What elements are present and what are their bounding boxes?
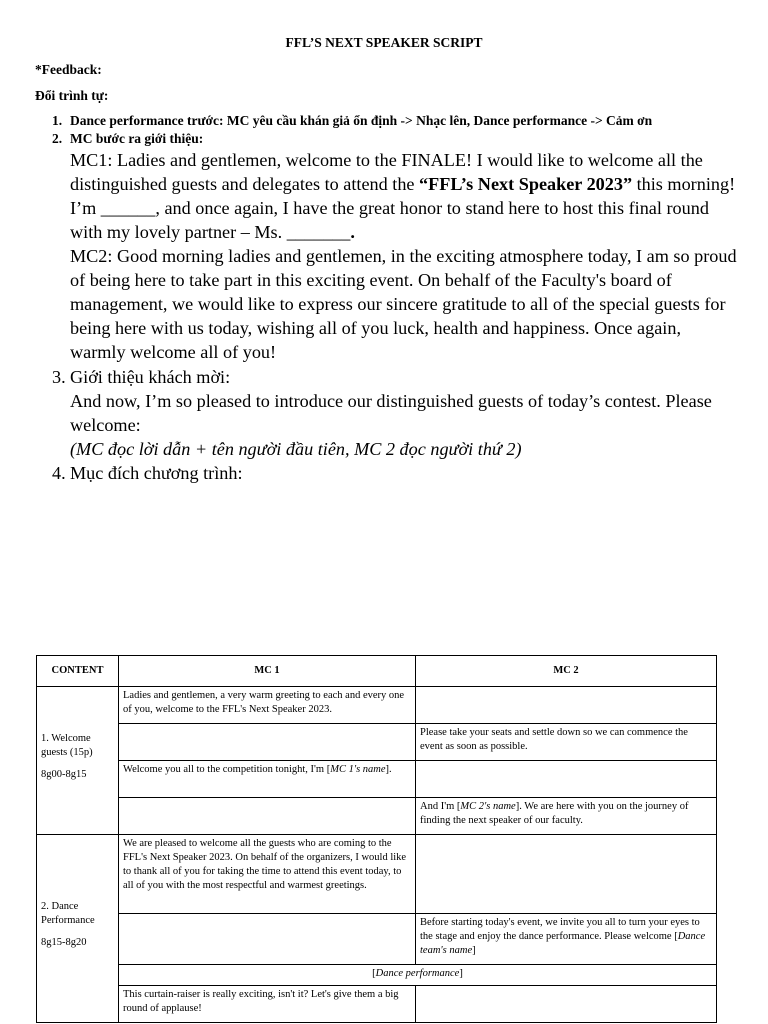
dance-team-placeholder: Dance team's name — [420, 931, 706, 956]
section-3 — [52, 365, 230, 389]
dance-r4-mc1: This curtain-raiser is really exciting, isn't it? Let's give them a big round of applause! — [119, 986, 416, 1023]
section-4-title: Mục đích chương trình: — [70, 463, 243, 483]
welcome-r2-mc1 — [119, 724, 416, 761]
table-row — [37, 986, 717, 1023]
table-row — [37, 687, 717, 724]
order-change-heading: Đổi trình tự: — [35, 88, 109, 103]
dance-r2-mc2 — [416, 914, 717, 965]
welcome-r4-mc1 — [119, 798, 416, 835]
dance-r3-pre: [ — [372, 968, 376, 979]
page-title: FFL’S NEXT SPEAKER SCRIPT — [285, 35, 483, 50]
welcome-r3-mc1 — [119, 761, 416, 798]
welcome-r1-mc1: Ladies and gentlemen, a very warm greeting to each and every one of you, welcome to the FFL's Next Speaker 2023. — [119, 687, 416, 724]
dance-performance-row — [119, 965, 717, 986]
section-4-number: 4. — [52, 463, 66, 483]
dance-r4-mc2 — [416, 986, 717, 1023]
mc2-intro-paragraph: MC2: Good morning ladies and gentlemen, in the exciting atmosphere today, I am so proud of being here to take part in this exciting event. On behalf of the Faculty's board of management, we would like to express our sincere gratitude to all of the special guests for being here with us today, wishing all of you luck, health and happiness. Once again, warmly welcome all of you! — [70, 246, 737, 362]
table-header-row — [37, 656, 717, 687]
welcome-time: 8g00-8g15 — [41, 768, 87, 780]
section-3-number: 3. — [52, 367, 66, 387]
welcome-r2-mc2: Please take your seats and settle down so we can commence the event as soon as possible. — [416, 724, 717, 761]
dance-r3-post: ] — [459, 968, 463, 979]
dance-r2-post: ] — [472, 945, 476, 956]
table-row — [37, 761, 717, 798]
table-row — [37, 798, 717, 835]
header-mc1: MC 1 — [119, 656, 416, 687]
table-row — [37, 835, 717, 914]
section-2 — [52, 131, 203, 147]
mc1-text-part1: MC1: Ladies and gentlemen, welcome to the FINALE! I would like to welcome all the distinguished guests and delegates to attend the — [70, 150, 703, 194]
feedback-heading: *Feedback: — [35, 62, 102, 77]
welcome-r3-post: ]. — [385, 764, 392, 775]
section-2-text: MC bước ra giới thiệu: — [70, 131, 204, 146]
schedule-table — [36, 655, 717, 1023]
section-3-title: Giới thiệu khách mời: — [70, 367, 231, 387]
table-row — [37, 724, 717, 761]
welcome-r4-mc2 — [416, 798, 717, 835]
dance-r2-mc1 — [119, 914, 416, 965]
welcome-content-cell — [37, 687, 119, 835]
welcome-r3-pre: Welcome you all to the competition tonight, I'm [ — [123, 764, 331, 775]
table-row — [37, 914, 717, 965]
dance-content-cell — [37, 835, 119, 1023]
section-1-text: Dance performance trước: MC yêu cầu khán giả ổn định -> Nhạc lên, Dance performance -> Cảm ơn — [70, 113, 653, 128]
section-1 — [52, 113, 652, 129]
mc1-text-end: . — [350, 222, 355, 242]
welcome-label: 1. Welcome guests (15p) — [41, 732, 93, 758]
mc1-text-part2: this morning! I’m ______, and once again, I have the great honor to stand here to host this final round with my lovely partner – Ms. _______ — [70, 174, 736, 242]
mc2-name-placeholder: MC 2's name — [460, 801, 516, 812]
section-3-body — [70, 389, 738, 461]
dance-time: 8g15-8g20 — [41, 936, 87, 948]
header-mc2: MC 2 — [416, 656, 717, 687]
welcome-r1-mc2 — [416, 687, 717, 724]
mc1-event-name: “FFL’s Next Speaker 2023” — [419, 174, 633, 194]
mc1-intro-paragraph — [70, 148, 738, 244]
dance-r1-mc1: We are pleased to welcome all the guests who are coming to the FFL's Next Speaker 2023. On behalf of the organizers, I would like to thank all of you for taking the time to attend this event today, to all of you with the most respectful and warmest greetings. — [119, 835, 416, 914]
header-content: CONTENT — [37, 656, 119, 687]
section-1-number: 1. — [52, 113, 63, 128]
mc1-name-placeholder: MC 1's name — [330, 764, 386, 775]
dance-performance-label: Dance performance — [375, 968, 460, 979]
guest-intro-note: (MC đọc lời dẫn + tên người đầu tiên, MC 2 đọc người thứ 2) — [70, 439, 522, 459]
table-row — [37, 965, 717, 986]
welcome-r4-pre: And I'm [ — [420, 801, 461, 812]
guest-intro-text: And now, I’m so pleased to introduce our distinguished guests of today’s contest. Please welcome: — [70, 391, 712, 435]
section-4 — [52, 461, 243, 485]
dance-label: 2. Dance Performance — [41, 900, 95, 926]
dance-r2-pre: Before starting today's event, we invite you all to turn your eyes to the stage and enjoy the dance performance. Please welcome [ — [420, 917, 700, 942]
welcome-r3-mc2 — [416, 761, 717, 798]
section-2-number: 2. — [52, 131, 63, 146]
welcome-r4-post: ]. We are here with you on the journey of finding the next speaker of our faculty. — [420, 801, 689, 826]
dance-r1-mc2 — [416, 835, 717, 914]
